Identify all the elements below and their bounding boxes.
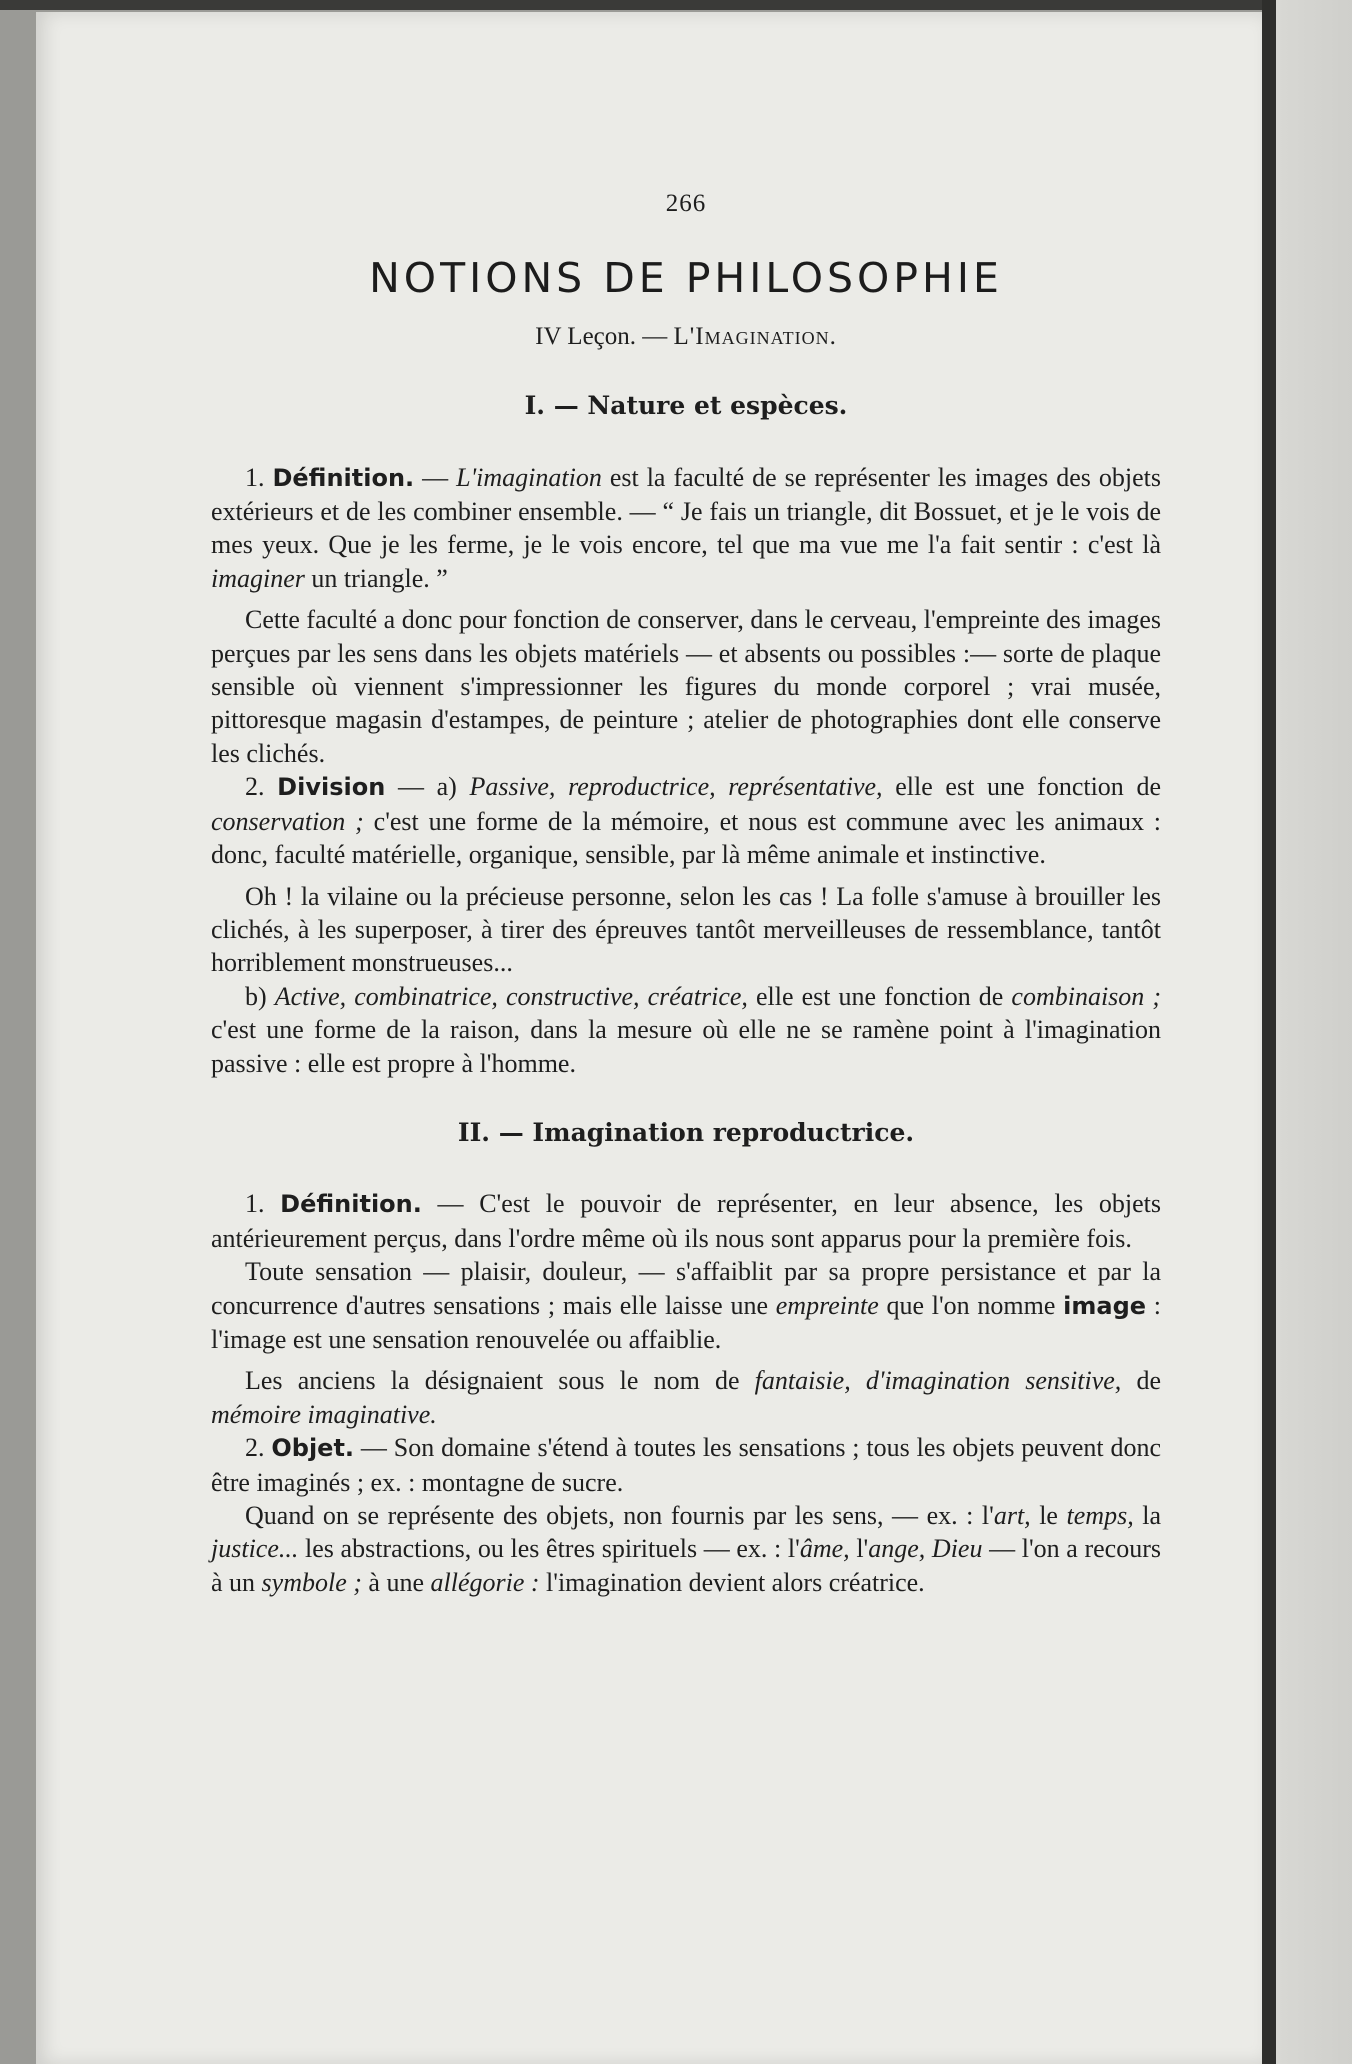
term-division: Division [277, 773, 386, 802]
scan-border-top [0, 0, 1352, 10]
section-heading-1: I. — Nature et espèces. [524, 391, 848, 421]
paragraph-active: b) Active, combinatrice, constructive, créatrice, elle est une fonction de combinaison ; c'est une forme de la raison, dans la mesure où elle ne se ramène point à l'imagination passive : elle est propre à l'homme. [211, 981, 1162, 1078]
paragraph-fonction: Cette faculté a donc pour fonction de conserver, dans le cerveau, l'empreinte des images perçues par les sens dans les objets matériels — et absents ou possibles :— sorte de plaque sensible où viennent s'impressionner les figures du monde corporel ; vrai musée, pittoresque magasin d'estampes, de peinture ; atelier de photographies dont elle conserve les clichés. [211, 605, 1161, 768]
term-objet: Objet. [271, 1434, 355, 1463]
lesson-number: IV Leçon. — [535, 322, 668, 350]
page-number: 266 [665, 190, 707, 217]
paragraph-definition-imagination: 1. Définition. — L'imagination est la faculté de se représenter les images des objets extérieurs et de les combiner ensemble. — “ Je fais un triangle, dit Bossuet, et je le vois de mes yeux. Que je les ferme, je le vois encore, tel que ma vue me l'a fait sentir : c'est là imaginer un triangle. ” [211, 462, 1162, 593]
book-title: NOTIONS DE PHILOSOPHIE [369, 254, 1003, 303]
paragraph-sensation: Toute sensation — plaisir, douleur, — s'affaiblit par sa propre persistance et par la concurrence d'autres sensations ; mais elle laisse une empreinte que l'on nomme image : l'image est une sensation renouvelée ou affaiblie. [211, 1257, 1162, 1354]
lesson-heading [211, 320, 1161, 353]
term-definition-2: Définition. [280, 1190, 422, 1219]
adjacent-page-edge [1262, 0, 1352, 2064]
term-definition: Définition. [272, 463, 415, 492]
section-heading-2: II. — Imagination reproductrice. [457, 1117, 915, 1147]
paragraph-symbole: Quand on se représente des objets, non fournis par les sens, — ex. : l'art, le temps, la justice... les abstractions, ou les êtres spirituels — ex. : l'âme, l'ange, Dieu — l'on a recours à un symbole ; à une allégorie : l'imagination devient alors créatrice. [211, 1501, 1162, 1597]
term-image: image [1063, 1291, 1147, 1320]
paragraph-division: 2. Division — a) Passive, reproductrice, représentative, elle est une fonction de conservation ; c'est une forme de la mémoire, et nous est commune avec les animaux : donc, faculté matérielle, organique, sensible, par là même animale et instinctive. [211, 772, 1162, 870]
paragraph-folle: Oh ! la vilaine ou la précieuse personne, selon les cas ! La folle s'amuse à brouiller les clichés, à les superposer, à tirer des épreuves tantôt merveilleuses de ressemblance, tantôt horriblement monstrueuses... [211, 881, 1161, 978]
paragraph-anciens: Les anciens la désignaient sous le nom de fantaisie, d'imagination sensitive, de mémoire imaginative. [211, 1366, 1161, 1429]
page-content [211, 187, 1161, 1599]
paragraph-definition-reproductrice: 1. Définition. — C'est le pouvoir de représenter, en leur absence, les objets antérieurement perçus, dans l'ordre même où ils nous sont apparus pour la première fois. [211, 1189, 1161, 1253]
paragraph-objet: 2. Objet. — Son domaine s'étend à toutes les sensations ; tous les objets peuvent donc être imaginés ; ex. : montagne de sucre. [211, 1433, 1162, 1497]
book-page [36, 12, 1262, 2064]
lesson-title: L'Imagination. [673, 322, 837, 350]
